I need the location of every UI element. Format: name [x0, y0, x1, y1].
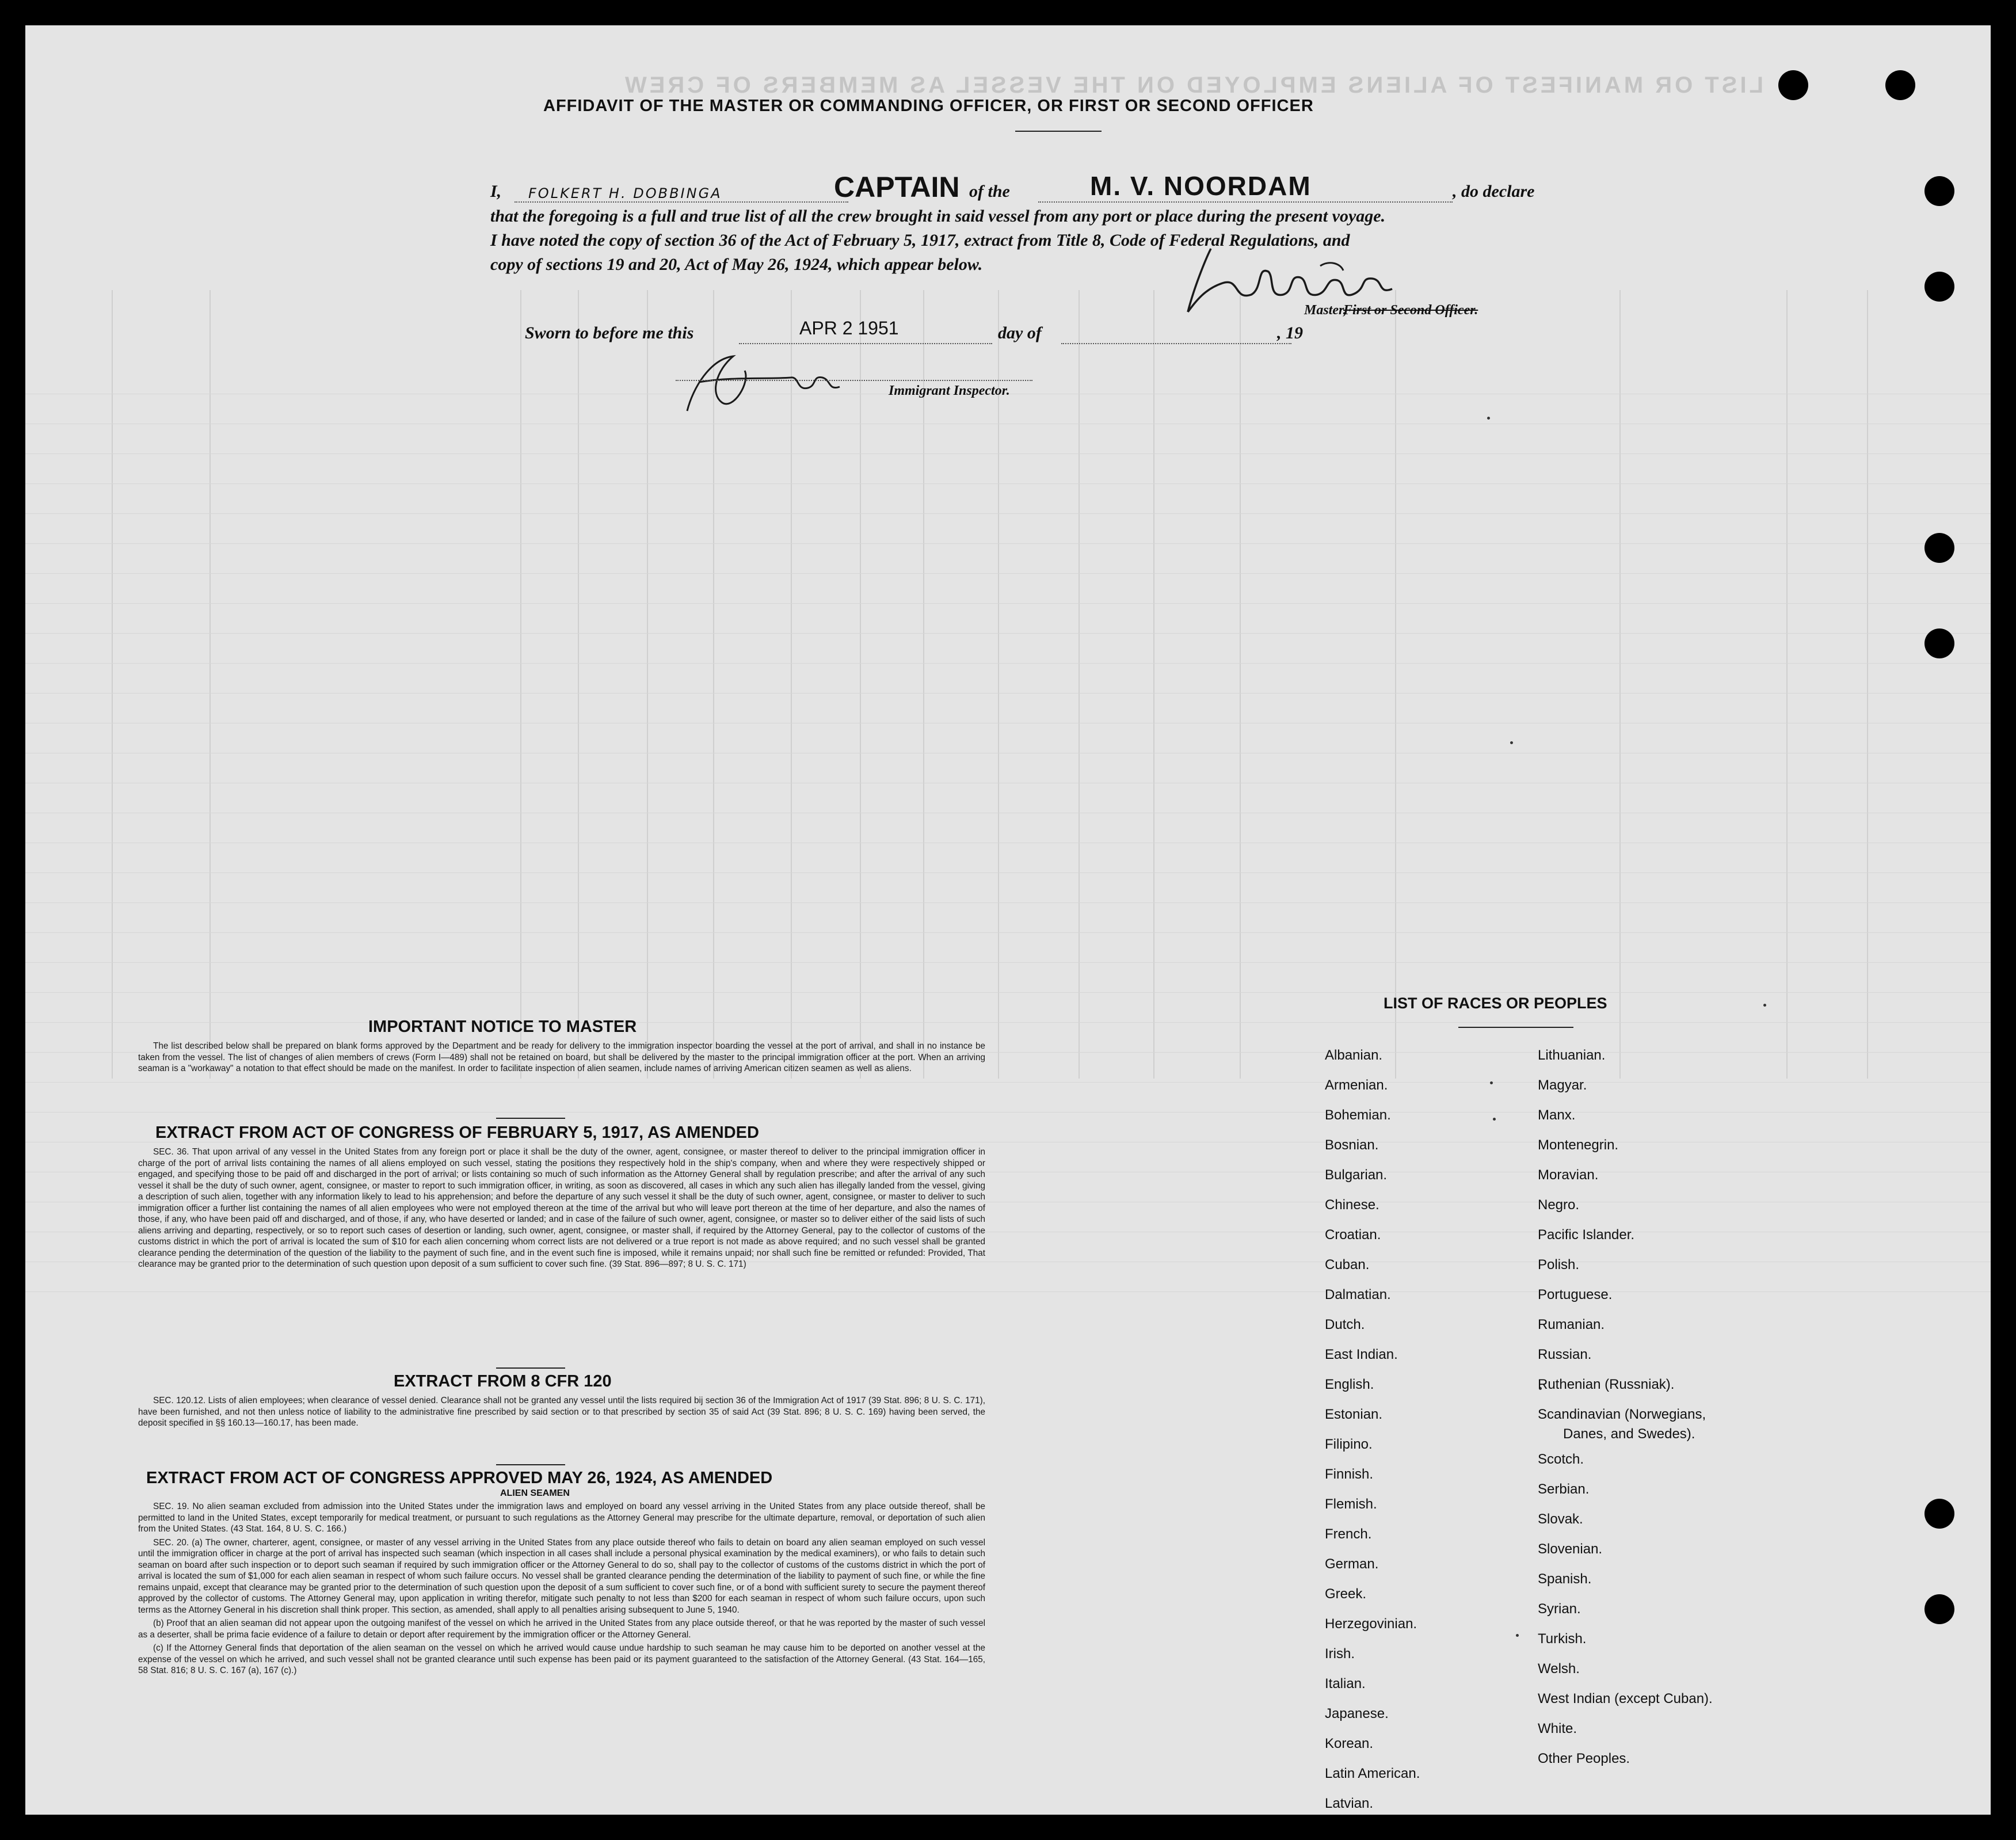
race-item: Korean. — [1325, 1736, 1374, 1751]
grid-row-line — [25, 663, 1991, 664]
grid-column-line — [647, 290, 648, 1079]
grid-column-line — [1153, 290, 1154, 1079]
race-item: White. — [1538, 1721, 1577, 1736]
grid-row-line — [25, 543, 1991, 544]
race-item: English. — [1325, 1377, 1374, 1392]
race-item: Russian. — [1538, 1347, 1592, 1362]
sec-36-paragraph: SEC. 36. That upon arrival of any vessel in the United States from any foreign port or place it shall be the duty of the owner, agent, consignee, or master thereof to deliver to the principal immigration officer in charge of the port of arrival lists containing the names of all aliens employed on such vessel, stating the positions they respectively hold in the ship's company, when and where they were respectively shipped or engaged, and specifying those to be paid off and discharged in the port of arrival; or lists containing so much of such information as the Attorney General shall by regulation prescribe; and after the arrival of any such vessel it shall be the duty of such owner, agent, consignee, or master to report to such immigration officer, in writing, as soon as discovered, all cases in which any such alien has illegally landed from the vessel, giving a description of such alien, together with any information likely to lead to his apprehension; and before the departure of any such vessel it shall be the duty of such owner, agent, consignee, or master to deliver to such immigration officer a further list containing the names of all alien employees who were not employed thereon at the time of the arrival but who will leave port thereon at the time of her departure, and also the names of those, if any, who have been paid off and discharged, and of those, if any, who have deserted or landed; and in case of the failure of such owner, agent, consignee, or master so to deliver either of the said lists of such aliens arriving and departing, respectively, or so to report such cases of desertion or landing, such owner, agent, consignee, or master shall, if required by the Attorney General, pay to the collector of customs of the customs district in which the port of arrival is located the sum of $10 for each alien concerning whom correct lists are not delivered or a true report is not made as above required; and no such vessel shall be granted clearance pending the determination of the question of the liability to the payment of such fine, and in the event such fine is imposed, while it remains unpaid; nor shall such fine be remitted or refunded: Provided, That clearance may be granted prior to the determination of such question upon deposit of a sum sufficient to cover such fine. (39 Stat. 896—897; 8 U. S. C. 171) — [138, 1147, 985, 1269]
grid-row-line — [25, 902, 1991, 903]
struck-officer-label: First or Second Officer. — [1343, 303, 1478, 318]
punch-hole — [1924, 272, 1954, 302]
inspector-signature — [664, 348, 854, 417]
race-item: Cuban. — [1325, 1257, 1370, 1273]
race-item: Other Peoples. — [1538, 1751, 1630, 1766]
race-item: Turkish. — [1538, 1631, 1587, 1647]
sec-20c-paragraph: (c) If the Attorney General finds that deportation of the alien seaman on the vessel on which he arrived would cause undue hardship to such seaman he may cause him to be deported on another vessel at the expense of the vessel on which he arrived, and such vessel shall not be granted clearance until such expense has been paid or its payment guaranteed to the satisfaction of the Attorney General. (43 Stat. 164—165, 58 Stat. 816; 8 U. S. C. 167 (a), 167 (c).) — [138, 1643, 985, 1675]
bleed-through-header: LIST OR MANIFEST OF ALIENS EMPLOYED ON THE VESSEL AS MEMBERS OF CREW — [622, 73, 1763, 98]
races-title: LIST OF RACES OR PEOPLES — [1384, 995, 1607, 1012]
race-item: Dutch. — [1325, 1317, 1365, 1332]
race-item: Bosnian. — [1325, 1137, 1379, 1153]
race-item: Albanian. — [1325, 1047, 1383, 1063]
extract-cfr-body — [138, 1395, 985, 1431]
races-rule — [1458, 1027, 1573, 1028]
race-item: Latin American. — [1325, 1766, 1420, 1781]
sec-20b-paragraph: (b) Proof that an alien seaman did not appear upon the outgoing manifest of the vessel on which he arrived in the United States from any place outside thereof, or that he was reported by the master of such vessel as a deserter, shall be prima facie evidence of a failure to detain or deport after requirement by the immigration officer or the Attorney General. — [138, 1618, 985, 1640]
stray-mark — [1493, 1118, 1496, 1121]
day-of-label: day of — [998, 323, 1042, 342]
race-item: Japanese. — [1325, 1706, 1389, 1721]
inspector-label: Immigrant Inspector. — [889, 383, 1010, 398]
extract-1924-title: EXTRACT FROM ACT OF CONGRESS APPROVED MAY 26, 1924, AS AMENDED — [146, 1469, 773, 1487]
punch-hole — [1778, 70, 1808, 100]
fill-line — [515, 201, 848, 203]
race-item: Dalmatian. — [1325, 1287, 1391, 1302]
extract-1917-title: EXTRACT FROM ACT OF CONGRESS OF FEBRUARY 5, 1917, AS AMENDED — [155, 1123, 759, 1142]
race-item: Magyar. — [1538, 1077, 1587, 1093]
race-item: Croatian. — [1325, 1227, 1381, 1243]
race-item: Moravian. — [1538, 1167, 1599, 1183]
race-item: Flemish. — [1325, 1496, 1377, 1512]
fill-line — [676, 380, 1032, 381]
race-item: Danes, and Swedes). — [1563, 1426, 1695, 1442]
rank-stamp: CAPTAIN — [834, 171, 960, 203]
grid-column-line — [923, 290, 924, 1079]
stray-mark — [1490, 1081, 1493, 1084]
race-item: Welsh. — [1538, 1661, 1580, 1677]
race-item: Slovak. — [1538, 1511, 1583, 1527]
race-item: Montenegrin. — [1538, 1137, 1619, 1153]
grid-column-line — [578, 290, 579, 1079]
affidavit-line-2: that the foregoing is a full and true list of all the crew brought in said vessel from any port or place during the present voyage. — [490, 207, 1386, 226]
grid-column-line — [112, 290, 113, 1079]
grid-row-line — [25, 513, 1991, 514]
grid-row-line — [25, 603, 1991, 604]
date-stamp: APR 2 1951 — [799, 318, 899, 338]
race-item: Italian. — [1325, 1676, 1366, 1692]
punch-hole — [1924, 176, 1954, 206]
race-item: Irish. — [1325, 1646, 1355, 1662]
punch-hole — [1924, 1499, 1954, 1529]
section-rule — [496, 1367, 565, 1369]
race-item: Rumanian. — [1538, 1317, 1605, 1332]
grid-column-line — [1078, 290, 1080, 1079]
grid-column-line — [998, 290, 999, 1079]
race-item: Slovenian. — [1538, 1541, 1603, 1557]
grid-row-line — [25, 633, 1991, 634]
race-item: Latvian. — [1325, 1796, 1374, 1811]
extract-1924-body — [138, 1501, 985, 1679]
punch-hole — [1885, 70, 1915, 100]
fill-line — [1061, 343, 1291, 344]
race-item: Pacific Islander. — [1538, 1227, 1635, 1243]
race-item: Lithuanian. — [1538, 1047, 1606, 1063]
sec-120-paragraph: SEC. 120.12. Lists of alien employees; when clearance of vessel denied. Clearance shall not be granted any vessel until the lists required bij section 36 of the Immigration Act of 1917 (39 Stat. 896; 8 U. S. C. 171), have been furnished, and not then unless notice of liability to the administrative fine prescribed by said section or to that prescribed by section 35 of said Act (39 Stat. 896; 8 U. S. C. 169) having been served, the deposit specified in §§ 160.13—160.17, has been made. — [138, 1396, 985, 1428]
grid-row-line — [25, 573, 1991, 574]
grid-column-line — [1786, 290, 1788, 1079]
year-label: , 19 — [1277, 323, 1303, 342]
grid-row-line — [25, 483, 1991, 484]
race-item: Serbian. — [1538, 1481, 1590, 1497]
race-item: Ruthenian (Russniak). — [1538, 1377, 1675, 1392]
grid-row-line — [25, 1112, 1991, 1113]
grid-column-line — [1867, 290, 1868, 1079]
race-item: Manx. — [1538, 1107, 1576, 1123]
notice-title: IMPORTANT NOTICE TO MASTER — [368, 1018, 637, 1036]
notice-body — [138, 1041, 985, 1077]
grid-column-line — [860, 290, 861, 1079]
race-item: Estonian. — [1325, 1407, 1383, 1422]
race-item: Finnish. — [1325, 1466, 1374, 1482]
sworn-label: Sworn to before me this — [525, 323, 694, 342]
race-item: Scandinavian (Norwegians, — [1538, 1407, 1706, 1422]
vessel-name: M. V. NOORDAM — [1090, 171, 1312, 201]
punch-hole — [1924, 628, 1954, 658]
race-item: Negro. — [1538, 1197, 1580, 1213]
grid-row-line — [25, 693, 1991, 694]
grid-column-line — [1395, 290, 1396, 1079]
stray-mark — [1516, 1634, 1519, 1637]
affidavit-line-3: I have noted the copy of section 36 of the Act of February 5, 1917, extract from Title 8, Code of Federal Regulations, and — [490, 231, 1350, 250]
section-rule — [496, 1464, 565, 1465]
master-label: Master, — [1304, 303, 1347, 318]
race-item: Bulgarian. — [1325, 1167, 1388, 1183]
section-rule — [496, 1118, 565, 1119]
affidavit-line-4: copy of sections 19 and 20, Act of May 26, 1924, which appear below. — [490, 255, 983, 274]
grid-row-line — [25, 932, 1991, 933]
officer-name: FOLKERT H. DOBBINGA — [528, 185, 722, 201]
grid-row-line — [25, 1022, 1991, 1023]
stray-mark — [1510, 741, 1513, 744]
race-item: East Indian. — [1325, 1347, 1398, 1362]
race-item: German. — [1325, 1556, 1379, 1572]
grid-column-line — [1619, 290, 1621, 1079]
race-item: Armenian. — [1325, 1077, 1388, 1093]
alien-seamen-subtitle: ALIEN SEAMEN — [500, 1488, 570, 1498]
race-item: Filipino. — [1325, 1437, 1373, 1452]
race-item: French. — [1325, 1526, 1372, 1542]
declare-label: , do declare — [1453, 182, 1535, 201]
race-item: Spanish. — [1538, 1571, 1592, 1587]
affidavit-i: I, — [490, 182, 502, 201]
extract-cfr-title: EXTRACT FROM 8 CFR 120 — [394, 1372, 612, 1391]
race-item: Greek. — [1325, 1586, 1367, 1602]
race-item: West Indian (except Cuban). — [1538, 1691, 1713, 1706]
affidavit-title: AFFIDAVIT OF THE MASTER OR COMMANDING OFFICER, OR FIRST OR SECOND OFFICER — [543, 97, 1314, 115]
punch-hole — [1924, 1594, 1954, 1624]
fill-line — [1038, 201, 1453, 203]
race-item: Polish. — [1538, 1257, 1580, 1273]
of-the-label: of the — [969, 182, 1010, 201]
sec-19-paragraph: SEC. 19. No alien seaman excluded from admission into the United States under the immigration laws and employed on board any vessel arriving in the United States from any place outside thereof, shall be permitted to land in the United States, except temporarily for medical treatment, or pursuant to such regulations as the Attorney General may prescribe for the ultimate departure, removal, or deportation of such alien from the United States. (43 Stat. 164, 8 U. S. C. 166.) — [138, 1502, 985, 1534]
notice-paragraph: The list described below shall be prepared on blank forms approved by the Department and be ready for delivery to the immigration inspector boarding the vessel at the port of arrival, and shall in no instance be taken from the vessel. The list of changes of alien members of crews (Form I—489) shall not be retained on board, but shall be delivered by the master to the principal immigration officer at the port. When an arriving seaman is a "workaway" a notation to that effect should be made on the manifest. In order to facilitate inspection of alien seamen, include names of arriving American citizen seamen as well as aliens. — [138, 1041, 985, 1073]
stray-mark — [1763, 1004, 1766, 1007]
race-item: Bohemian. — [1325, 1107, 1391, 1123]
grid-column-line — [1240, 290, 1241, 1079]
punch-hole — [1924, 533, 1954, 563]
grid-column-line — [520, 290, 521, 1079]
title-rule — [1015, 131, 1102, 132]
sec-20a-paragraph: SEC. 20. (a) The owner, charterer, agent, consignee, or master of any vessel arriving in the United States from any place outside thereof who fails to detain on board any alien seaman employed on such vessel until the immigration officer in charge at the port of arrival has inspected such seaman (which inspection in all cases shall include a personal physical examination by the medical examiners), or who fails to detain such seaman on board after such inspection or to deport such seaman if required by such immigration officer or the Attorney General to do so, shall pay to the collector of customs of the customs district in which the port of arrival is located the sum of $1,000 for each alien seaman in respect of whom such failure occurs. No vessel shall be granted clearance pending the determination of the liability to payment of such fine, or while the fine remains unpaid, except that clearance may be granted prior to the determination of such question upon the deposit of a sum sufficient to cover such fine, or of a bond with sufficient surety to secure the payment thereof approved by the collector of customs. The Attorney General may, upon application in writing therefor, mitigate such penalty to not less than $200 for each seaman in respect of whom such failure occurs, upon such terms as the Attorney General in his discretion shall think proper. This section, as amended, shall apply to all penalties arising subsequent to June 5, 1940. — [138, 1537, 985, 1615]
grid-column-line — [209, 290, 211, 1079]
grid-row-line — [25, 1082, 1991, 1083]
race-item: Herzegovinian. — [1325, 1616, 1417, 1632]
race-item: Chinese. — [1325, 1197, 1379, 1213]
manifest-page — [25, 25, 1991, 1815]
race-item: Scotch. — [1538, 1452, 1584, 1467]
fill-line — [739, 343, 992, 344]
extract-1917-body — [138, 1146, 985, 1273]
stray-mark — [1487, 417, 1490, 420]
grid-row-line — [25, 962, 1991, 963]
race-item: Syrian. — [1538, 1601, 1581, 1617]
grid-row-line — [25, 992, 1991, 993]
race-item: Portuguese. — [1538, 1287, 1613, 1302]
